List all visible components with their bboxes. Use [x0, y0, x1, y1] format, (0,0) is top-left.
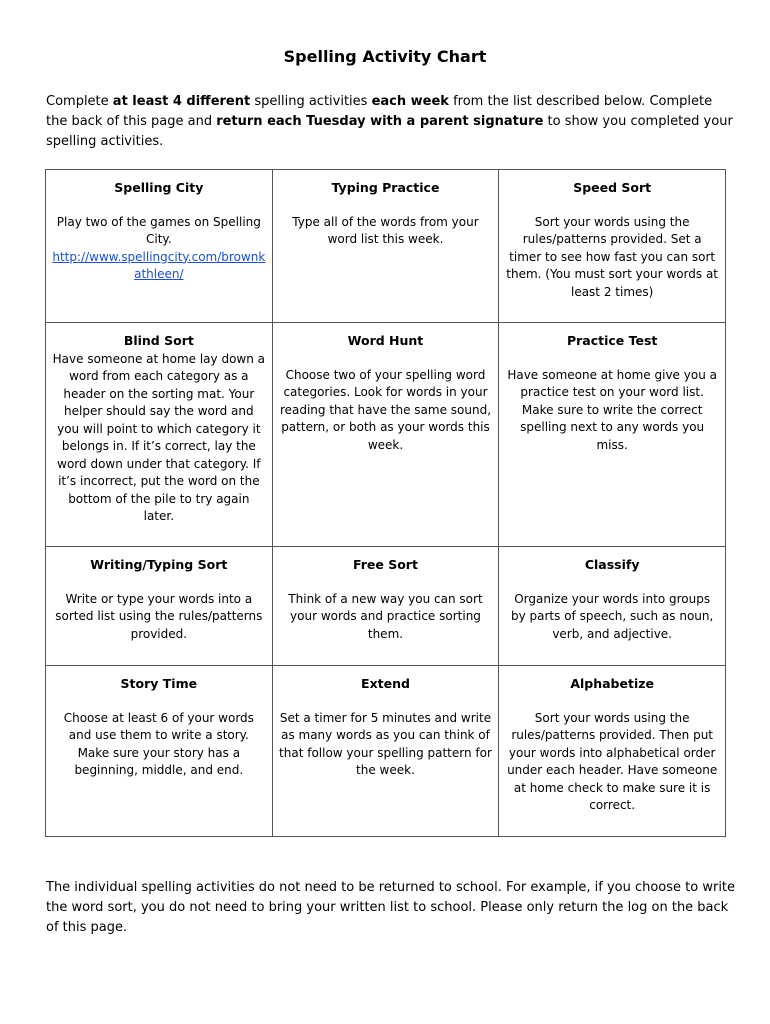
intro-text: from the list described below. Complete the back of this page and: [46, 94, 713, 129]
activity-description: Set a timer for 5 minutes and write as many words as you can think of that follow your spelling pattern for the week.: [279, 710, 492, 777]
activity-title: Word Hunt: [347, 333, 424, 348]
activity-title: Story Time: [120, 676, 198, 691]
activity-cell-alphabetize: [499, 666, 726, 837]
chart-row: [46, 547, 726, 666]
activity-cell-speed-sort: [499, 170, 726, 323]
activity-title: Practice Test: [566, 333, 658, 348]
activity-description: Have someone at home lay down a word from each category as a header on the sorting mat. Your helper should say the word and you will point to which category it belongs in. If it’s correct, lay the word down under that category. If it’s incorrect, put the word on the bottom of the pile to try again later.: [52, 351, 265, 523]
activity-cell-classify: [499, 547, 726, 666]
chart-row: [46, 323, 726, 547]
footer-note: The individual spelling activities do not need to be returned to school. For example, if you choose to write the word sort, you do not need to bring your written list to school. Please only return the log on the back of this page.: [46, 880, 736, 935]
activity-description: Sort your words using the rules/patterns provided. Set a timer to see how fast you can sort them. (You must sort your words at least 2 times): [506, 214, 719, 299]
activity-description-text: Play two of the games on Spelling City.: [56, 214, 261, 246]
activity-description: Organize your words into groups by parts of speech, such as noun, verb, and adjective.: [510, 591, 714, 641]
activity-title: Classify: [584, 557, 640, 572]
activity-description: Choose two of your spelling word categories. Look for words in your reading that have the same sound, pattern, or both as your words this week.: [279, 367, 492, 452]
activity-cell-practice-test: [499, 323, 726, 547]
intro-emphasis: each week: [371, 94, 449, 109]
activity-description: Type all of the words from your word list this week.: [292, 214, 479, 246]
activity-description: [52, 214, 266, 284]
intro-emphasis: return each Tuesday with a parent signature: [216, 114, 544, 129]
activity-description: Think of a new way you can sort your words and practice sorting them.: [288, 591, 483, 641]
activity-description: Sort your words using the rules/patterns provided. Then put your words into alphabetical order under each header. Have someone at home check to make sure it is correct.: [507, 710, 718, 812]
intro-paragraph: [46, 92, 736, 152]
activity-title: Writing/Typing Sort: [90, 557, 228, 572]
chart-row: [46, 170, 726, 323]
activity-title: Spelling City: [114, 180, 204, 195]
activity-title: Typing Practice: [331, 180, 440, 195]
activity-cell-writing-typing-sort: [46, 547, 273, 666]
activity-title: Free Sort: [353, 557, 418, 572]
activity-cell-extend: [272, 666, 499, 837]
spelling-city-link[interactable]: http://www.spellingcity.com/brownkathleen/: [52, 249, 266, 281]
intro-text: Complete: [46, 94, 113, 109]
activity-title: Extend: [361, 676, 410, 691]
activity-cell-word-hunt: [272, 323, 499, 547]
activity-cell-spelling-city: [46, 170, 273, 323]
activity-cell-typing-practice: [272, 170, 499, 323]
page-title: Spelling Activity Chart: [283, 47, 487, 66]
activity-description: Choose at least 6 of your words and use them to write a story. Make sure your story has a beginning, middle, and end.: [63, 710, 254, 777]
activity-description: Have someone at home give you a practice test on your word list. Make sure to write the correct spelling next to any words you miss.: [507, 367, 717, 452]
activity-chart: [45, 169, 726, 837]
activity-cell-blind-sort: [46, 323, 273, 547]
intro-text: to show you completed your spelling activities.: [46, 114, 733, 149]
activity-title: Alphabetize: [570, 676, 654, 691]
activity-title: Speed Sort: [573, 180, 652, 195]
activity-title: Blind Sort: [123, 333, 194, 348]
chart-row: [46, 666, 726, 837]
activity-cell-free-sort: [272, 547, 499, 666]
intro-text: spelling activities: [250, 94, 372, 109]
intro-emphasis: at least 4 different: [112, 94, 251, 109]
activity-cell-story-time: [46, 666, 273, 837]
activity-description: Write or type your words into a sorted list using the rules/patterns provided.: [55, 591, 263, 641]
